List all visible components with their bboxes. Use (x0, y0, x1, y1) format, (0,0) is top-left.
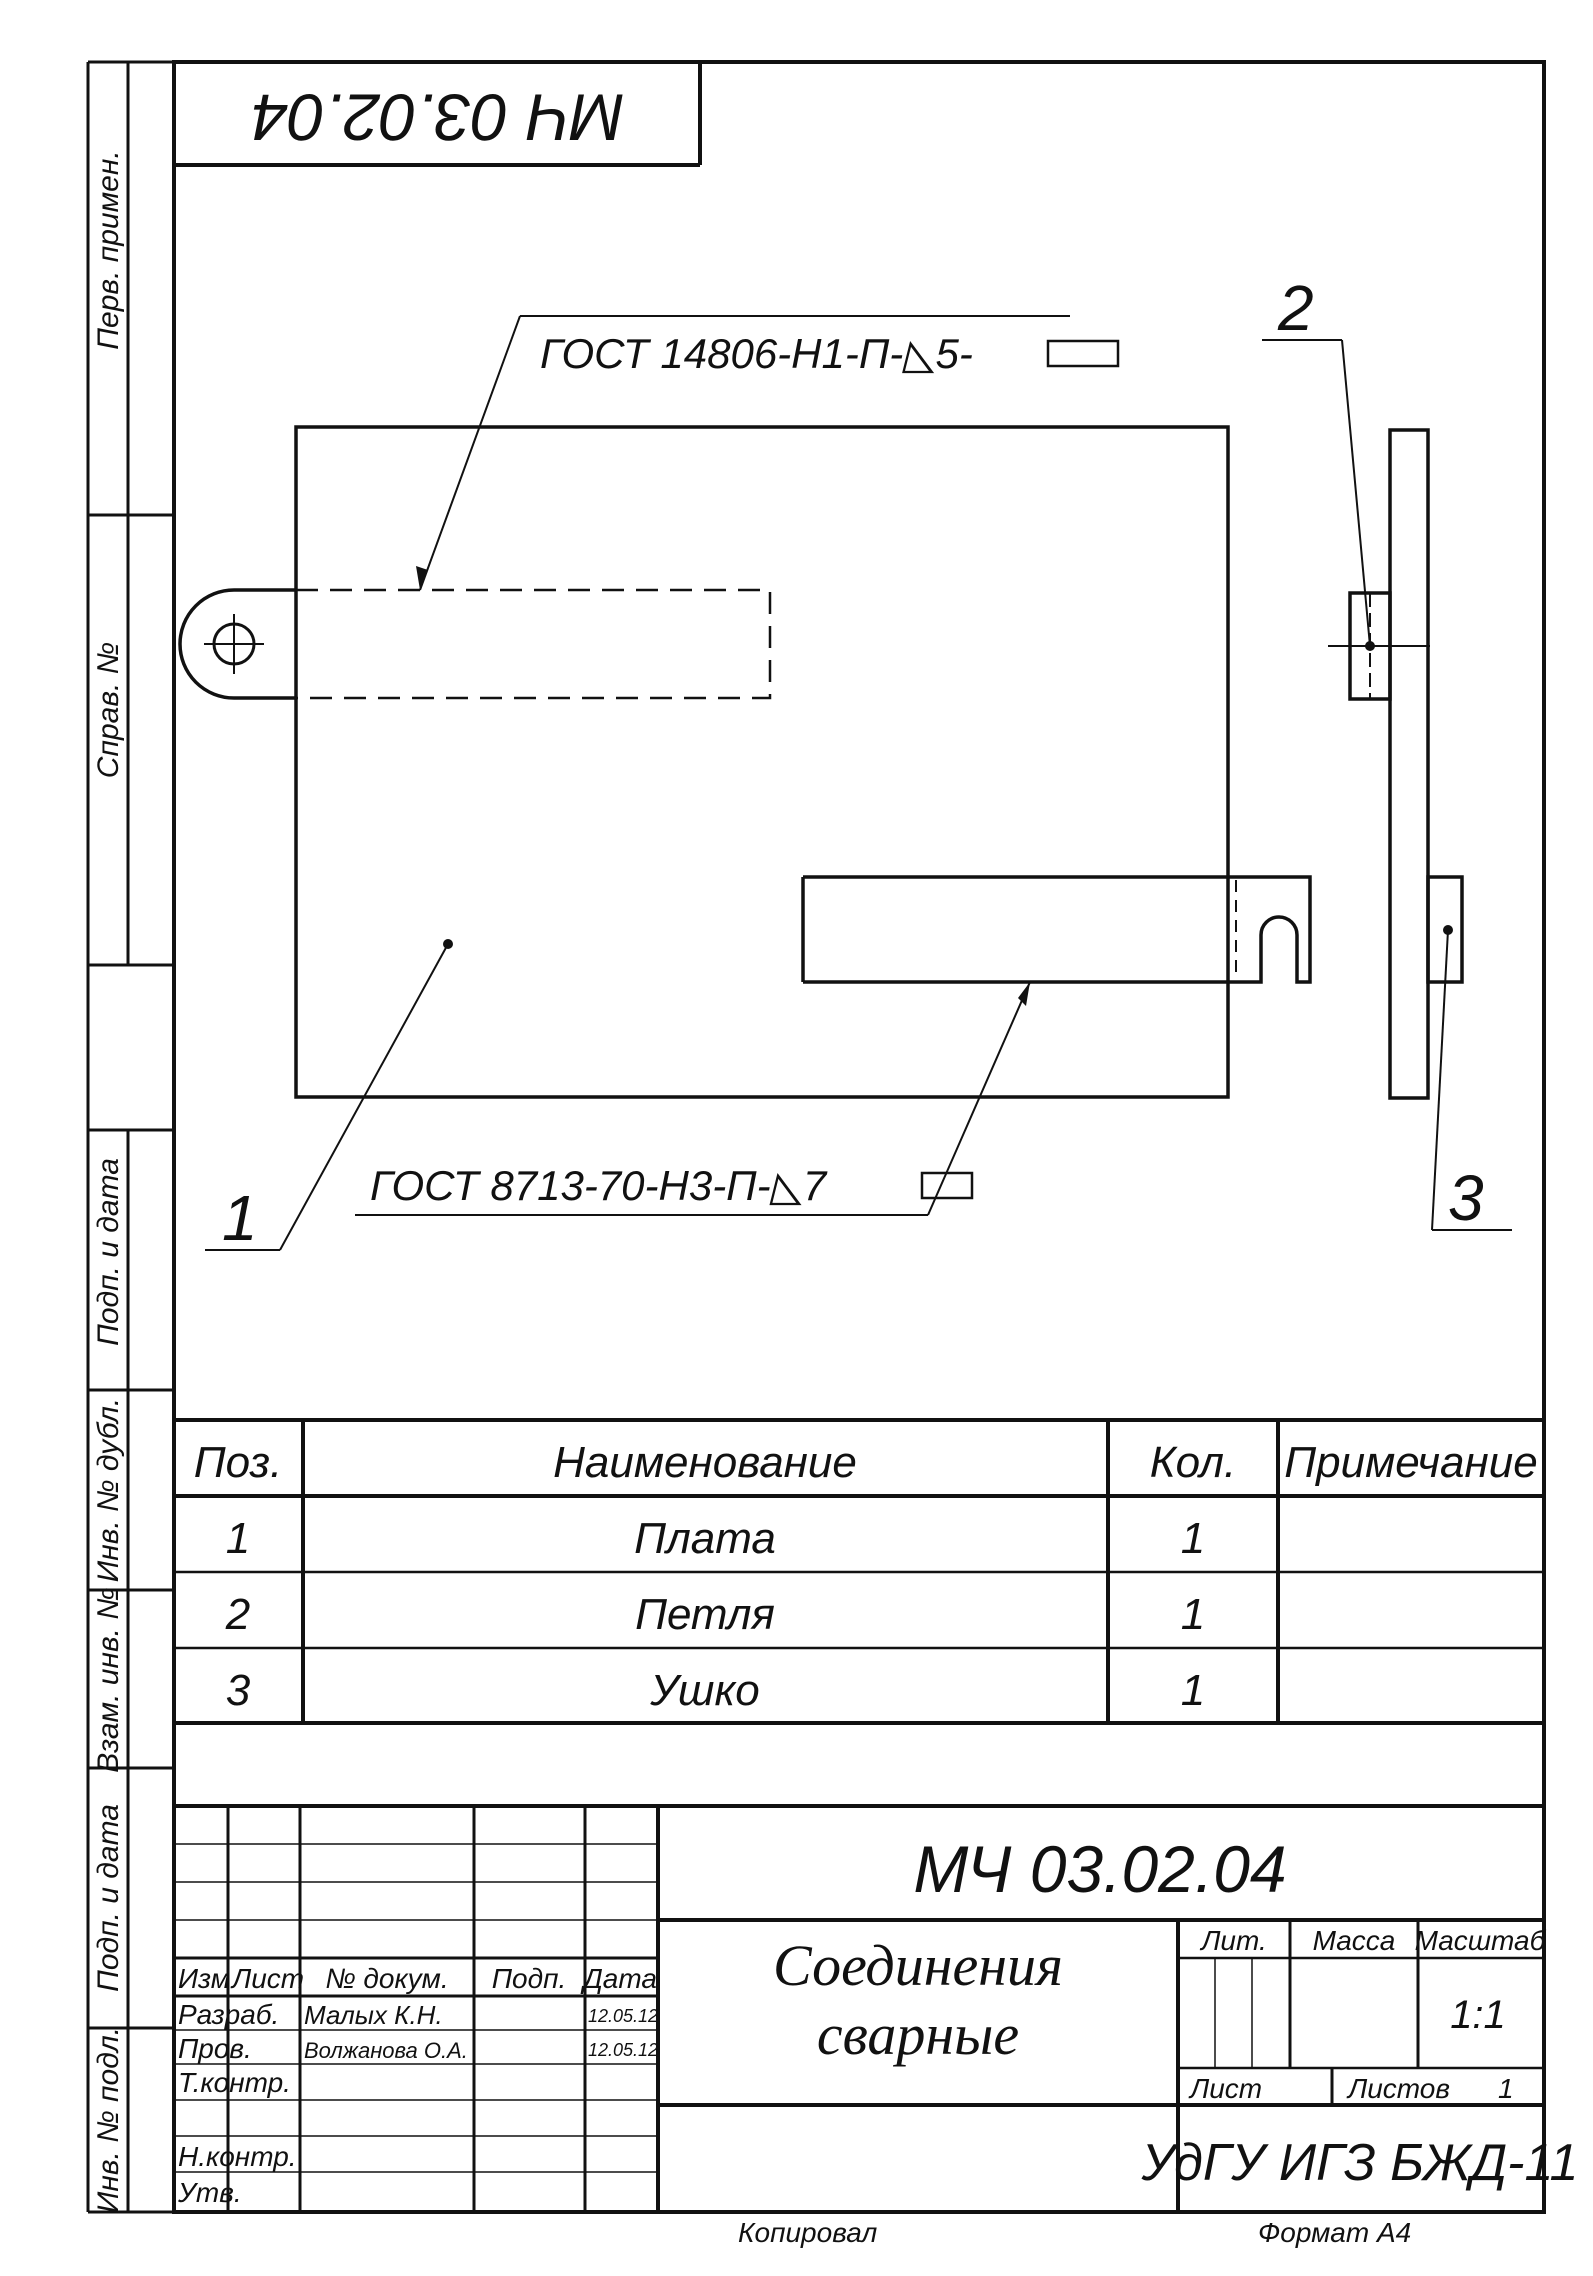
side-podp-data-1: Подп. и дата (92, 1158, 125, 1346)
side-inv-no-dubl: Инв. № дубл. (92, 1397, 125, 1583)
weld-note-upper: ГОСТ 14806-Н1-П-◺5- (540, 330, 973, 377)
sheet-frame (88, 62, 1544, 2212)
title-block (174, 1806, 1578, 2212)
weld-note-lower: ГОСТ 8713-70-Н3-П-◺7 (370, 1162, 827, 1209)
plate-part-1 (296, 427, 1228, 1097)
spec-row-2-name: Петля (635, 1590, 775, 1639)
tb-title-line1: Соединения (773, 1933, 1063, 1998)
leader-label-3: 3 (1448, 1162, 1484, 1234)
assembly-drawing (180, 427, 1462, 1098)
side-podp-data-2: Подп. и дата (92, 1804, 125, 1992)
tb-role-nkontr: Н.контр. (178, 2141, 297, 2172)
tb-col-list: Лист (232, 1963, 305, 1994)
tb-scale-value: 1:1 (1450, 1993, 1506, 2037)
spec-row-3-qty: 1 (1180, 1666, 1206, 1715)
spec-header-qty: Кол. (1149, 1438, 1237, 1487)
side-sprav-no: Справ. № (92, 641, 125, 779)
tb-name-prov: Волжанова О.А. (304, 2038, 468, 2063)
ear-part-3 (1228, 877, 1310, 982)
spec-row-3-name: Ушко (650, 1666, 760, 1715)
spec-row-2-pos: 2 (225, 1590, 251, 1639)
caption-format: Формат А4 (1258, 2217, 1412, 2248)
spec-header-note: Примечание (1284, 1438, 1538, 1487)
tb-col-no-dokum: № докум. (325, 1963, 449, 1994)
spec-table (174, 1420, 1544, 1723)
tb-date-razrab: 12.05.12 (588, 2006, 659, 2026)
tb-designation: МЧ 03.02.04 (913, 1832, 1287, 1906)
top-stamp-designation: МЧ 03.02.04 (251, 80, 625, 155)
tb-role-tkontr: Т.контр. (178, 2067, 291, 2098)
side-perv-primen: Перв. примен. (92, 150, 125, 350)
spec-row-1-name: Плата (634, 1514, 776, 1563)
tb-name-razrab: Малых К.Н. (304, 2000, 443, 2030)
spec-row-1-pos: 1 (225, 1514, 251, 1563)
leader-label-2: 2 (1278, 272, 1314, 344)
tb-organization: УдГУ ИГЗ БЖД-11 (1141, 2134, 1579, 2192)
leader-label-1: 1 (222, 1182, 258, 1254)
caption-kopiroval: Копировал (738, 2217, 878, 2248)
tb-listov-value: 1 (1498, 2073, 1514, 2104)
tb-role-utv: Утв. (178, 2177, 242, 2208)
weld-symbol-upper-box (1048, 341, 1118, 366)
spec-row-1-qty: 1 (1180, 1514, 1206, 1563)
hinge-hidden-outline (296, 590, 770, 698)
tb-col-izm: Изм (178, 1963, 230, 1994)
tb-col-podp: Подп. (491, 1963, 567, 1994)
tb-title-line2: сварные (816, 2002, 1020, 2067)
tb-masshtab: Масштаб (1414, 1925, 1546, 1956)
side-labels (92, 150, 125, 2213)
spec-header-pos: Поз. (193, 1438, 283, 1487)
top-stamp (174, 62, 700, 165)
side-view-plate (1390, 430, 1428, 1098)
tb-role-prov: Пров. (178, 2033, 252, 2064)
side-inv-no-podl: Инв. № подл. (92, 2026, 125, 2214)
weld-annotations (205, 272, 1512, 1254)
tb-col-data: Дата (583, 1963, 657, 1994)
spec-row-2-qty: 1 (1180, 1590, 1206, 1639)
tb-listov: Листов (1348, 2073, 1450, 2104)
spec-header-name: Наименование (553, 1438, 857, 1487)
tb-role-razrab: Разраб. (178, 1999, 280, 2030)
tb-list: Лист (1190, 2073, 1263, 2104)
tb-lit: Лит. (1201, 1925, 1267, 1956)
side-vzam-inv-no: Взам. инв. № (92, 1587, 125, 1773)
tb-date-prov: 12.05.12 (588, 2040, 659, 2060)
spec-row-3-pos: 3 (225, 1666, 251, 1715)
weld-symbol-lower-box (922, 1173, 972, 1198)
tb-massa: Масса (1312, 1925, 1396, 1956)
